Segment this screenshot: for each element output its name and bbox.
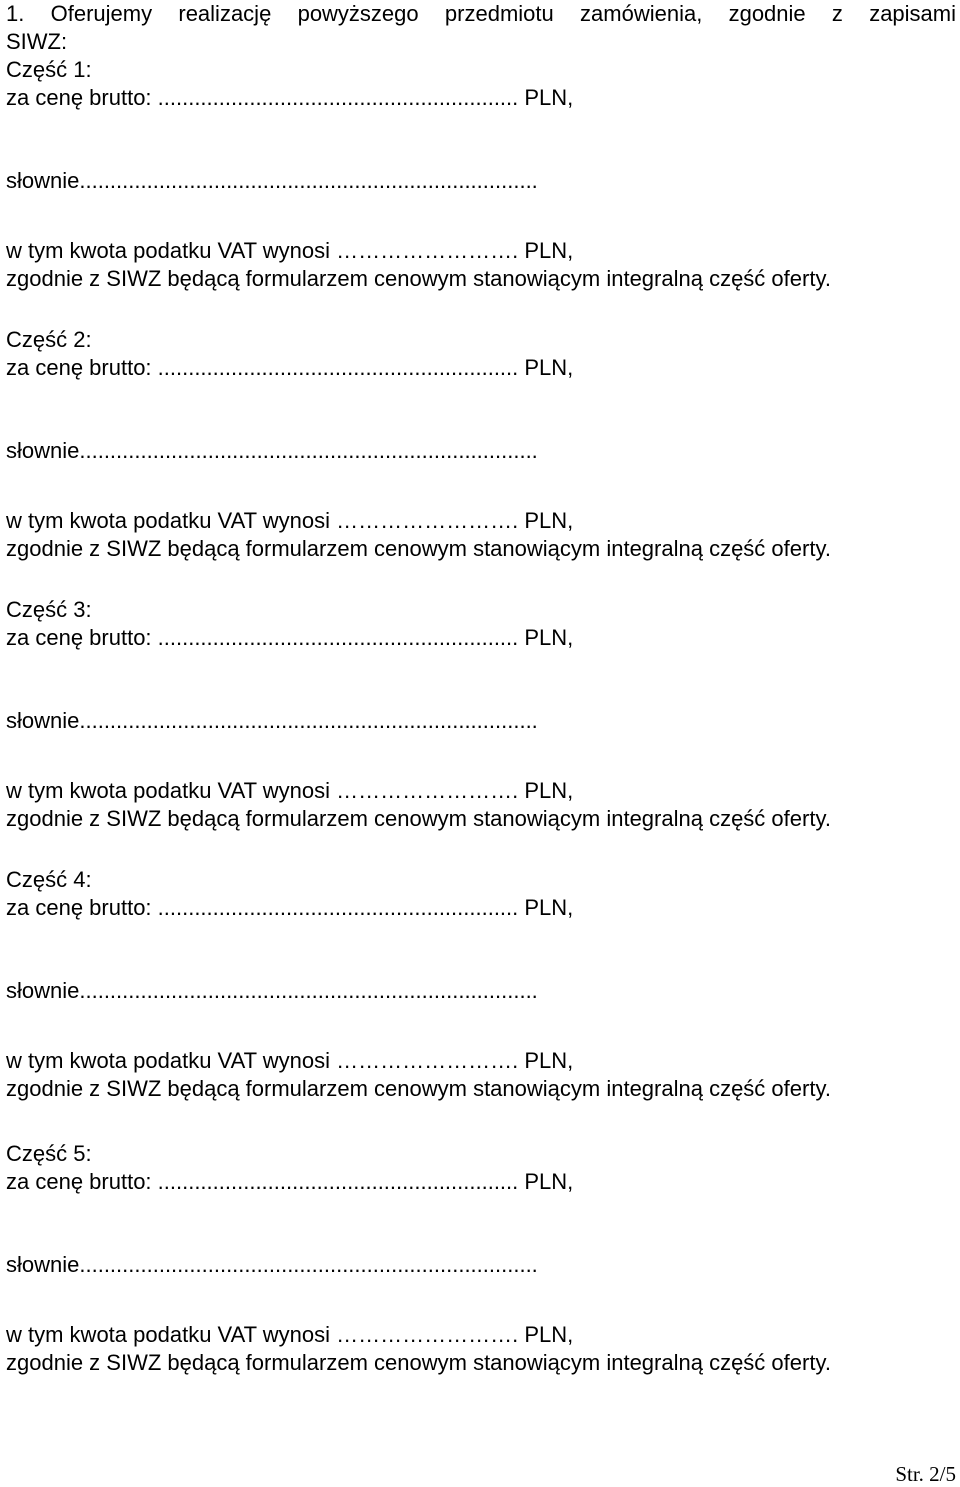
page-number: Str. 2/5 xyxy=(895,1462,956,1486)
gross-price-line: za cenę brutto: ........................................................... PLN, xyxy=(6,625,574,650)
gross-price-line: za cenę brutto: ........................................................... PLN, xyxy=(6,895,574,920)
intro-word: realizację xyxy=(178,1,272,26)
intro-word: zamówienia, xyxy=(580,1,703,26)
siwz-note: zgodnie z SIWZ będącą formularzem cenowym stanowiącym integralną część oferty. xyxy=(6,536,831,561)
vat-amount-line: w tym kwota podatku VAT wynosi ……………………. PLN, xyxy=(6,778,574,803)
vat-amount-line: w tym kwota podatku VAT wynosi ……………………. PLN, xyxy=(6,1322,574,1347)
intro-word: przedmiotu xyxy=(444,1,554,26)
vat-amount-line: w tym kwota podatku VAT wynosi ……………………. PLN, xyxy=(6,1048,574,1073)
siwz-note: zgodnie z SIWZ będącą formularzem cenowym stanowiącym integralną część oferty. xyxy=(6,806,831,831)
offer-intro-continuation: SIWZ: xyxy=(6,29,68,54)
part-label: Część 1: xyxy=(6,57,92,82)
offer-intro xyxy=(6,0,956,56)
part-label: Część 4: xyxy=(6,867,92,892)
amount-in-words-line: słownie........................................................................... xyxy=(6,708,538,733)
vat-amount-line: w tym kwota podatku VAT wynosi ……………………. PLN, xyxy=(6,508,574,533)
item-number: 1. xyxy=(6,1,25,26)
amount-in-words-line: słownie........................................................................... xyxy=(6,1252,538,1277)
part-label: Część 5: xyxy=(6,1141,92,1166)
vat-amount-line: w tym kwota podatku VAT wynosi ……………………. PLN, xyxy=(6,238,574,263)
gross-price-line: za cenę brutto: ........................................................... PLN, xyxy=(6,355,574,380)
gross-price-line: za cenę brutto: ........................................................... PLN, xyxy=(6,1169,574,1194)
amount-in-words-line: słownie........................................................................... xyxy=(6,168,538,193)
siwz-note: zgodnie z SIWZ będącą formularzem cenowym stanowiącym integralną część oferty. xyxy=(6,1076,831,1101)
part-label: Część 3: xyxy=(6,597,92,622)
offer-intro-line xyxy=(6,0,956,28)
gross-price-line: za cenę brutto: ........................................................... PLN, xyxy=(6,85,574,110)
siwz-note: zgodnie z SIWZ będącą formularzem cenowym stanowiącym integralną część oferty. xyxy=(6,1350,831,1375)
intro-word: powyższego xyxy=(297,1,419,26)
part-label: Część 2: xyxy=(6,327,92,352)
intro-word: Oferujemy xyxy=(50,1,153,26)
amount-in-words-line: słownie........................................................................... xyxy=(6,438,538,463)
intro-word: z xyxy=(831,1,843,26)
siwz-note: zgodnie z SIWZ będącą formularzem cenowym stanowiącym integralną część oferty. xyxy=(6,266,831,291)
intro-word: zgodnie xyxy=(728,1,806,26)
amount-in-words-line: słownie........................................................................... xyxy=(6,978,538,1003)
intro-word: zapisami xyxy=(869,1,956,26)
